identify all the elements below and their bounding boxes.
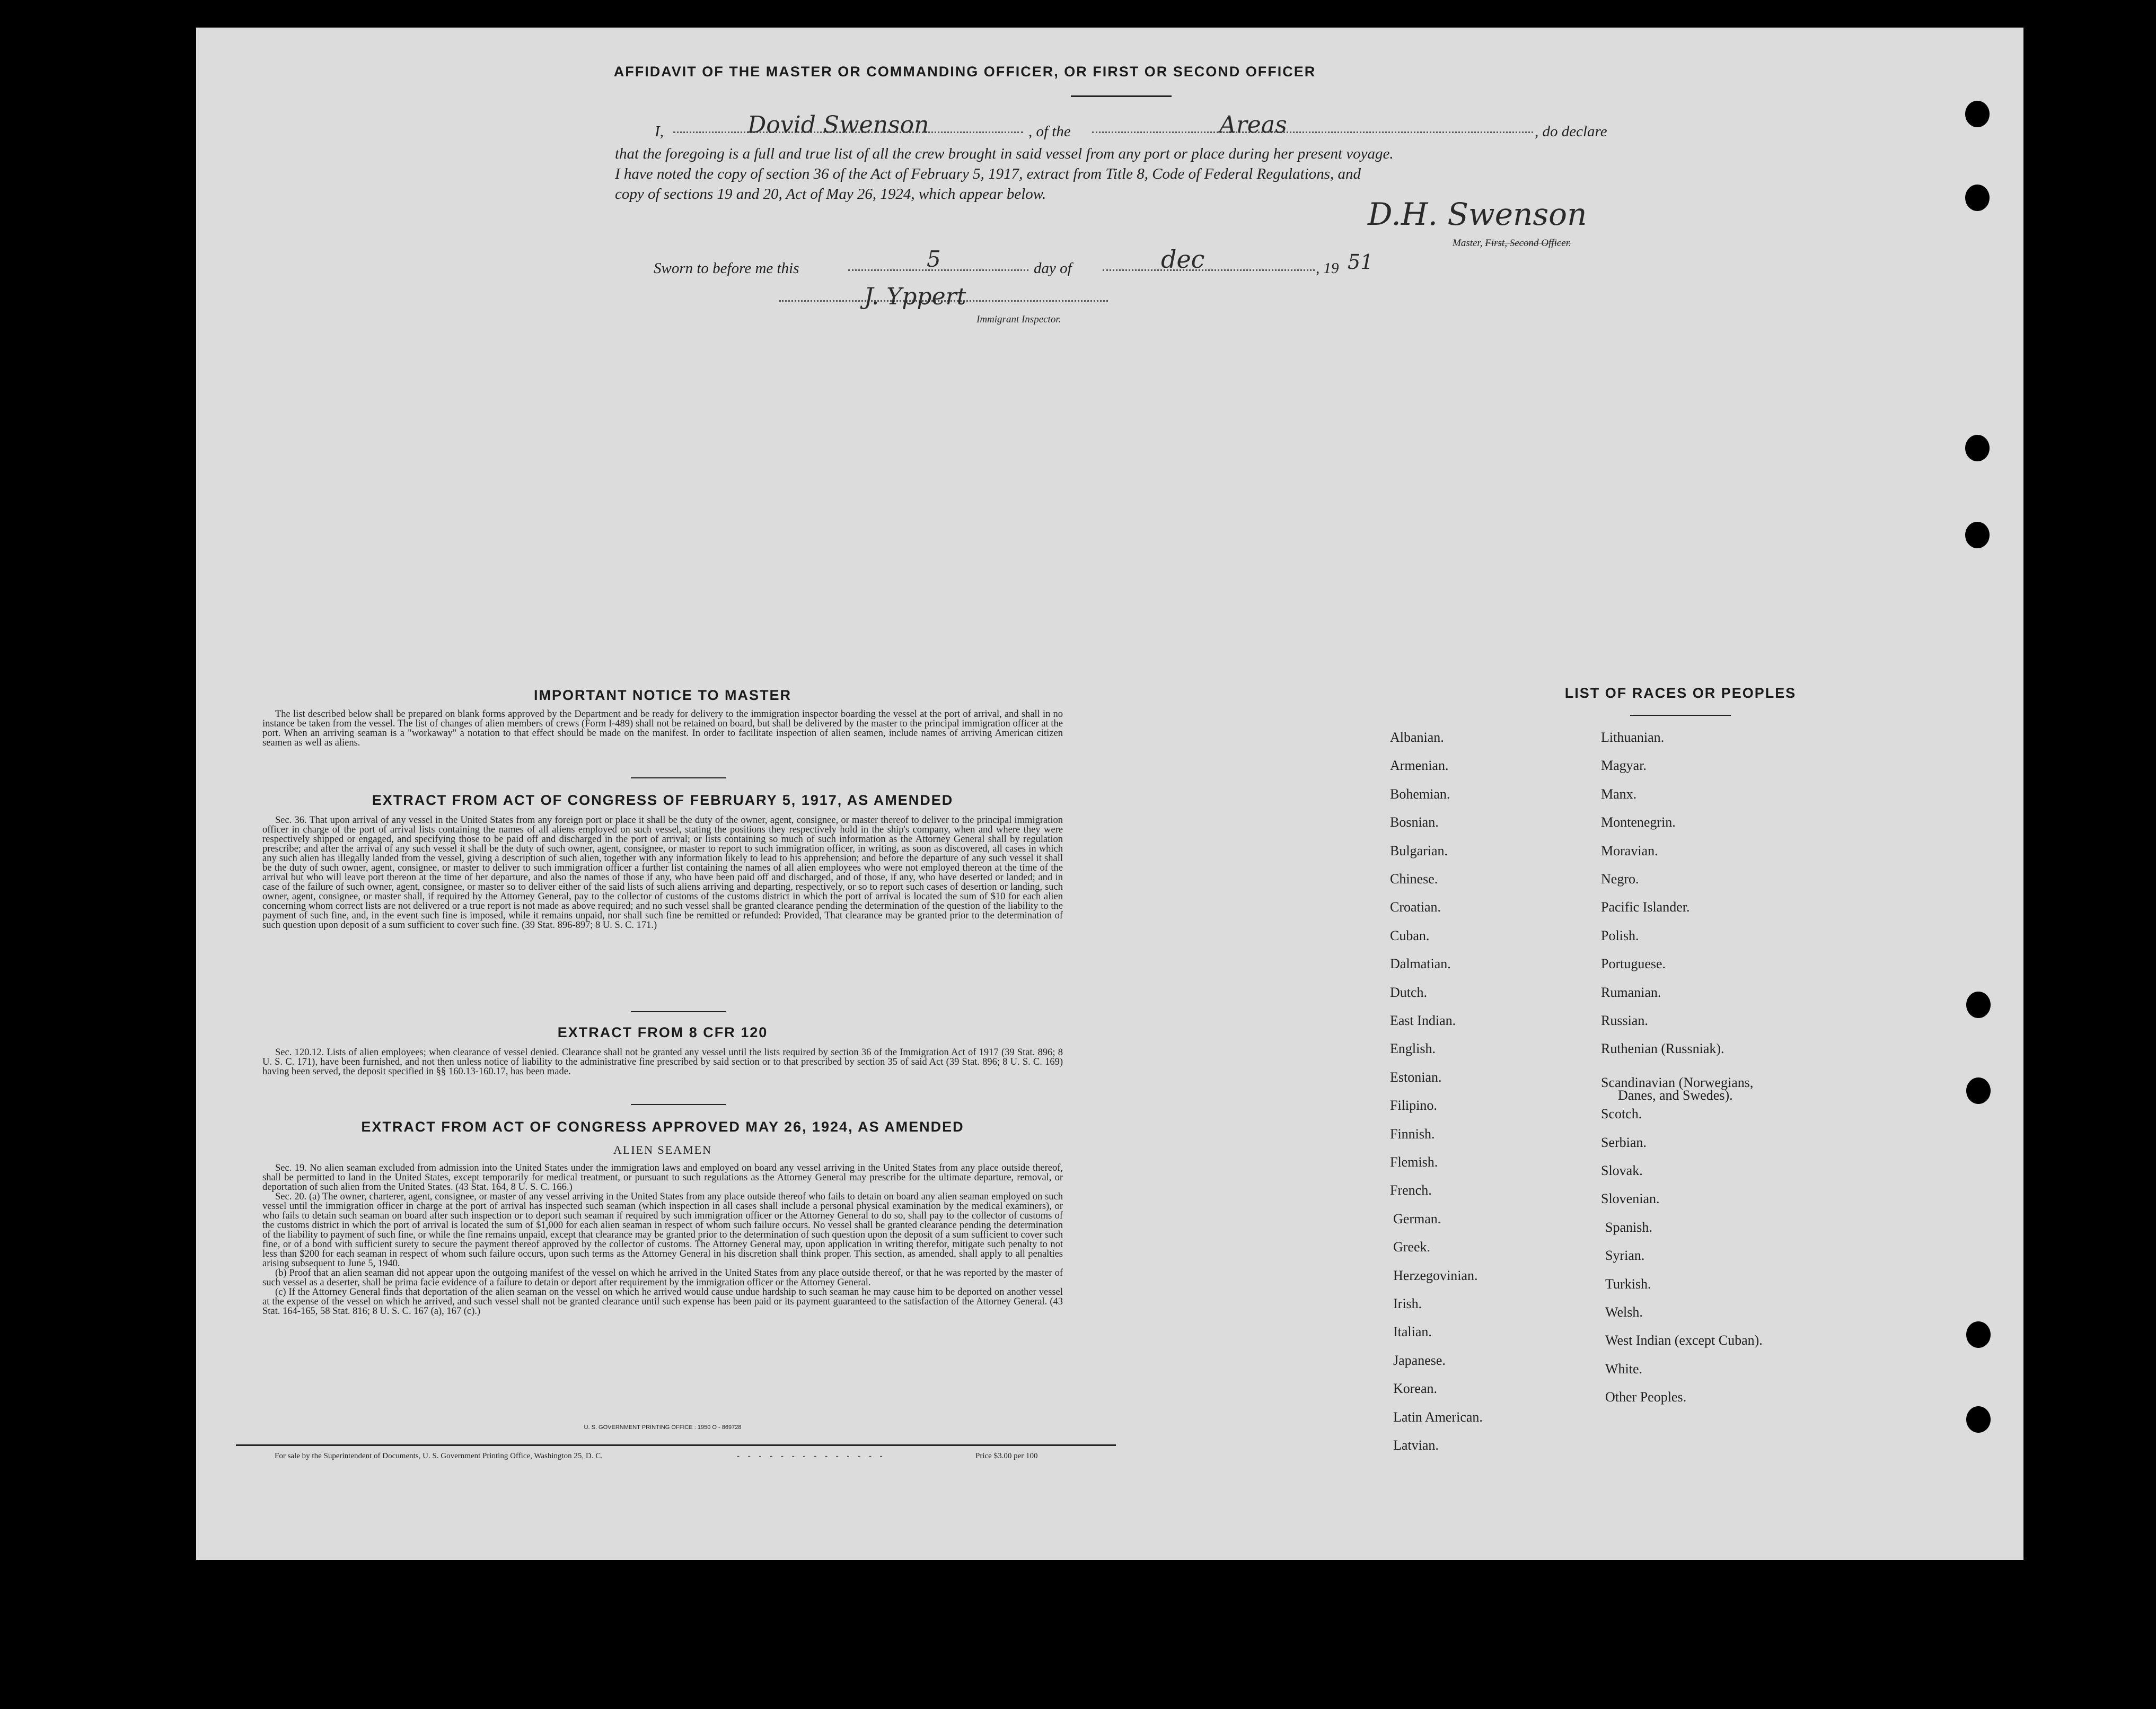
sec-20a-paragraph: Sec. 20. (a) The owner, charterer, agent, consignee, or master of any vessel arriving in the United States from any place outside thereof who fails to detain on board any alien seaman employed on such vessel until the immigration officer in charge at the port of arrival has inspected such seaman (which inspection in all cases shall include a personal physical examination by the medical examiners), or who fails to detain such seaman on board after such inspection or to deport such seaman if required by such immigration officer or the Attorney General to do so, shall pay to the collector of customs of the customs district in which the port of arrival is located the sum of $1,000 for each alien seaman in respect of whom such failure occurs. No vessel shall be granted clearance pending the determination of the liability to payment of such fine, or while the fine remains unpaid, except that clearance may be granted prior to the determination of such question upon the deposit of a sum sufficient to cover such fine, or of a bond with sufficient surety to secure the payment thereof approved by the collector of customs. The Attorney General may, upon application in writing therefor, mitigate such penalty to not less than $200 for each seaman in respect of whom such failure occurs, upon such terms as the Attorney General in his discretion shall think proper. This section, as amended, shall apply to all penalties arising subsequent to June 5, 1940.	[262, 1191, 1063, 1269]
vessel-name-handwritten: Areas	[1219, 111, 1287, 138]
punch-hole	[1965, 101, 1990, 127]
race-item: Greek.	[1393, 1239, 1431, 1255]
race-item: Bosnian.	[1390, 814, 1439, 830]
race-item: Serbian.	[1601, 1134, 1647, 1150]
race-item: Latvian.	[1393, 1438, 1439, 1453]
sec-36-paragraph: Sec. 36. That upon arrival of any vessel in the United States from any foreign port or place it shall be the duty of the owner, agent, consignee, or master thereof to deliver to the principal immigration officer in charge of the port of arrival lists containing the names of all aliens employed on such vessel, stating the positions they respectively hold in the ship's company, when and where they were respectively shipped or engaged, and specifying those to be paid off and discharged in the port of arrival; or lists containing so much of such information as the Attorney General shall by regulation prescribe; and after the arrival of any such vessel it shall be the duty of such owner, agent, consignee, or master to report to such immigration officer, in writing, as soon as discovered, all cases in which any such alien has illegally landed from the vessel, giving a description of such alien, together with any information likely to lead to his apprehension; and before the departure of any such vessel it shall be the duty of such owner, agent, consignee, or master to deliver to such immigration officer a further list containing the names of all alien employees who were not employed thereon at the time of the arrival but who will leave port thereon at the time of her departure, and also the names of those if any, who have been paid off and discharged, and of those, if any, who have deserted or landed; and in case of the failure of such owner, agent, consignee, or master so to deliver either of the said lists of such aliens arriving and departing, respectively, or so to report such cases of desertion or landing, such owner, agent, consignee, or master shall, if required by the Attorney General, pay to the collector of customs of the customs district in which the port of arrival is located the sum of $10 for each alien concerning whom correct lists are not delivered or a true report is not made as above required; and no such vessel shall be granted clearance pending the determination of the question of the liability to the payment of such fine, and, in the event such fine is imposed, while it remains unpaid, nor shall such fine be remitted or refunded: Provided, That clearance may be granted prior to the determination of such question upon deposit of a sum sufficient to cover such fine. (39 Stat. 896-897; 8 U. S. C. 171.)	[262, 815, 1063, 931]
race-item: Estonian.	[1390, 1069, 1442, 1085]
alien-seamen-subtitle: ALIEN SEAMEN	[613, 1143, 712, 1156]
second-officer-label: , Second Officer.	[1504, 238, 1571, 249]
race-item: Scotch.	[1601, 1106, 1642, 1122]
punch-hole	[1966, 992, 1991, 1018]
race-item: Montenegrin.	[1601, 814, 1676, 830]
affidavit-title: AFFIDAVIT OF THE MASTER OR COMMANDING OFFICER, OR FIRST OR SECOND OFFICER	[613, 64, 1316, 80]
notice-paragraph: The list described below shall be prepared on blank forms approved by the Department and be ready for delivery to the immigration inspector boarding the vessel at the port of arrival, and shall in no instance be taken from the vessel. The list of changes of alien members of crews (Form I-489) shall not be retained on board, but shall be delivered by the master to the principal immigration officer at the port. When an arriving seaman is a "workaway" a notation to that effect should be made on the manifest. In order to facilitate inspection of alien seamen, include names of arriving American citizen seamen as well as aliens.	[262, 709, 1063, 748]
races-title: LIST OF RACES OR PEOPLES	[1564, 685, 1797, 701]
year-prefix: , 19	[1316, 260, 1339, 277]
vessel-line	[1092, 132, 1533, 133]
race-item: German.	[1393, 1211, 1441, 1226]
race-item: Cuban.	[1390, 927, 1430, 943]
divider	[631, 777, 726, 778]
race-item: Moravian.	[1601, 843, 1658, 858]
race-item: Bulgarian.	[1390, 843, 1448, 858]
race-item: Flemish.	[1390, 1154, 1438, 1170]
race-item: Dutch.	[1390, 984, 1428, 1000]
master-signature: D.H. Swenson	[1368, 196, 1587, 232]
race-item: Slovak.	[1601, 1163, 1643, 1178]
month-line	[1103, 269, 1315, 271]
gpo-imprint: U. S. GOVERNMENT PRINTING OFFICE : 1950 O - 869728	[584, 1424, 742, 1431]
master-label: Master,	[1453, 238, 1483, 249]
divider	[631, 1011, 726, 1012]
race-item: Croatian.	[1390, 899, 1441, 915]
race-item: Japanese.	[1393, 1352, 1446, 1368]
affidavit-of-the: , of the	[1028, 123, 1071, 140]
inspector-label: Immigrant Inspector.	[976, 314, 1061, 325]
affidavit-i: I,	[655, 123, 664, 140]
day-of-label: day of	[1034, 260, 1072, 277]
race-item: Finnish.	[1390, 1126, 1435, 1142]
race-item: English.	[1390, 1041, 1436, 1057]
race-item: Rumanian.	[1601, 984, 1661, 1000]
divider	[1071, 95, 1172, 97]
race-item: Bohemian.	[1390, 786, 1450, 802]
race-item: Turkish.	[1605, 1276, 1651, 1292]
race-item: Italian.	[1393, 1324, 1432, 1340]
sec-20b-paragraph: (b) Proof that an alien seaman did not appear upon the outgoing manifest of the vessel on which he arrived in the United States from any place outside thereof, or that he was reported by the master of such vessel as a deserter, shall be prima facie evidence of a failure to detain or deport after requirement by the immigration officer or the Attorney General.	[262, 1268, 1063, 1288]
race-item: Pacific Islander.	[1601, 899, 1690, 915]
notice-text	[262, 709, 1063, 748]
race-item: Chinese.	[1390, 871, 1438, 887]
punch-hole	[1966, 1321, 1991, 1348]
race-item: West Indian (except Cuban).	[1605, 1333, 1763, 1348]
footer-dashes: - - - - - - - - - - - - - -	[737, 1452, 886, 1460]
extract-1924-text	[262, 1163, 1063, 1316]
affidavit-line-3: I have noted the copy of section 36 of the Act of February 5, 1917, extract from Title 8, Code of Federal Regulations, and	[615, 165, 1361, 182]
punch-hole	[1966, 1077, 1991, 1104]
sec-120-12-paragraph: Sec. 120.12. Lists of alien employees; when clearance of vessel denied. Clearance shall not be granted any vessel until the lists required by section 36 of the Immigration Act of 1917 (39 Stat. 896; 8 U. S. C. 171), have been furnished, and not then unless notice of liability to the administrative fine prescribed by said section or to that prescribed by section 35 of said Act (39 Stat. 896; 8 U. S. C. 169) having been served, the deposit specified in §§ 160.13-160.17, has been made.	[262, 1047, 1063, 1077]
race-item: Spanish.	[1605, 1219, 1652, 1235]
master-name-handwritten: Dovid Swenson	[747, 111, 929, 138]
sworn-label: Sworn to before me this	[654, 260, 799, 277]
race-item: Ruthenian (Russniak).	[1601, 1041, 1724, 1057]
race-item: Negro.	[1601, 871, 1639, 887]
extract-1924-title: EXTRACT FROM ACT OF CONGRESS APPROVED MAY 26, 1924, AS AMENDED	[361, 1119, 964, 1135]
first-label-struck: First	[1485, 238, 1505, 249]
extract-cfr-title: EXTRACT FROM 8 CFR 120	[557, 1024, 768, 1040]
race-item: Danes, and Swedes).	[1618, 1087, 1733, 1103]
divider	[631, 1104, 726, 1105]
affidavit-do-declare: , do declare	[1535, 123, 1607, 140]
affidavit-line-2: that the foregoing is a full and true list of all the crew brought in said vessel from any port or place during her present voyage.	[615, 145, 1394, 162]
race-item: French.	[1390, 1182, 1432, 1198]
race-item: Slovenian.	[1601, 1191, 1660, 1207]
footer-price: Price $3.00 per 100	[975, 1452, 1038, 1460]
race-item: Portuguese.	[1601, 956, 1666, 972]
extract-1917-text	[262, 816, 1063, 930]
year-value: 51	[1348, 250, 1374, 274]
race-item: Filipino.	[1390, 1098, 1437, 1114]
race-item: Polish.	[1601, 927, 1639, 943]
day-value: 5	[927, 246, 941, 272]
officer-designation	[1453, 238, 1571, 249]
race-item: Lithuanian.	[1601, 730, 1665, 745]
month-value: dec	[1161, 245, 1205, 274]
sec-20c-paragraph: (c) If the Attorney General finds that deportation of the alien seaman on the vessel on which he arrived would cause undue hardship to such seaman he may cause him to be deported on another vessel at the expense of the vessel on which he arrived, and such vessel shall not be granted clearance until such expense has been paid or its payment guaranteed to the satisfaction of the Attorney General. (43 Stat. 164-165, 58 Stat. 816; 8 U. S. C. 167 (a), 167 (c).)	[262, 1287, 1063, 1317]
inspector-signature: J. Yppert	[864, 283, 966, 310]
punch-hole	[1965, 185, 1990, 211]
race-item: Manx.	[1601, 786, 1637, 802]
race-item: Korean.	[1393, 1381, 1438, 1397]
race-item: Albanian.	[1390, 730, 1444, 745]
punch-hole	[1965, 522, 1990, 548]
affidavit-line-4: copy of sections 19 and 20, Act of May 26, 1924, which appear below.	[615, 186, 1046, 203]
footer-sale-text: For sale by the Superintendent of Documents, U. S. Government Printing Office, Washington 25, D. C.	[275, 1452, 603, 1460]
extract-1917-title: EXTRACT FROM ACT OF CONGRESS OF FEBRUARY 5, 1917, AS AMENDED	[372, 792, 954, 808]
race-item: Syrian.	[1605, 1248, 1645, 1264]
race-item: Dalmatian.	[1390, 956, 1451, 972]
sec-19-paragraph: Sec. 19. No alien seaman excluded from admission into the United States under the immigration laws and employed on board any vessel arriving in the United States from any place outside thereof, shall be permitted to land in the United States, except temporarily for medical treatment, or pursuant to such regulations as the Attorney General may prescribe for the ultimate departure, removal, or deportation of such alien from the United States. (43 Stat. 164, 8 U. S. C. 166.)	[262, 1163, 1063, 1193]
race-item: Latin American.	[1393, 1409, 1483, 1425]
race-item: Russian.	[1601, 1013, 1648, 1028]
race-item: Scandinavian (Norwegians,	[1601, 1074, 1754, 1090]
punch-hole	[1966, 1406, 1991, 1433]
race-item: Other Peoples.	[1605, 1389, 1687, 1405]
race-item: Herzegovinian.	[1393, 1267, 1478, 1283]
punch-hole	[1965, 435, 1990, 461]
divider	[1630, 715, 1731, 716]
race-item: Armenian.	[1390, 758, 1449, 774]
race-item: Magyar.	[1601, 758, 1647, 774]
race-item: Welsh.	[1605, 1304, 1643, 1320]
extract-cfr-text	[262, 1048, 1063, 1076]
race-item: White.	[1605, 1361, 1643, 1377]
race-item: Irish.	[1393, 1296, 1422, 1311]
document-sheet	[196, 28, 2023, 1560]
notice-title: IMPORTANT NOTICE TO MASTER	[534, 687, 791, 703]
footer-rule	[236, 1444, 1116, 1446]
race-item: East Indian.	[1390, 1013, 1456, 1028]
